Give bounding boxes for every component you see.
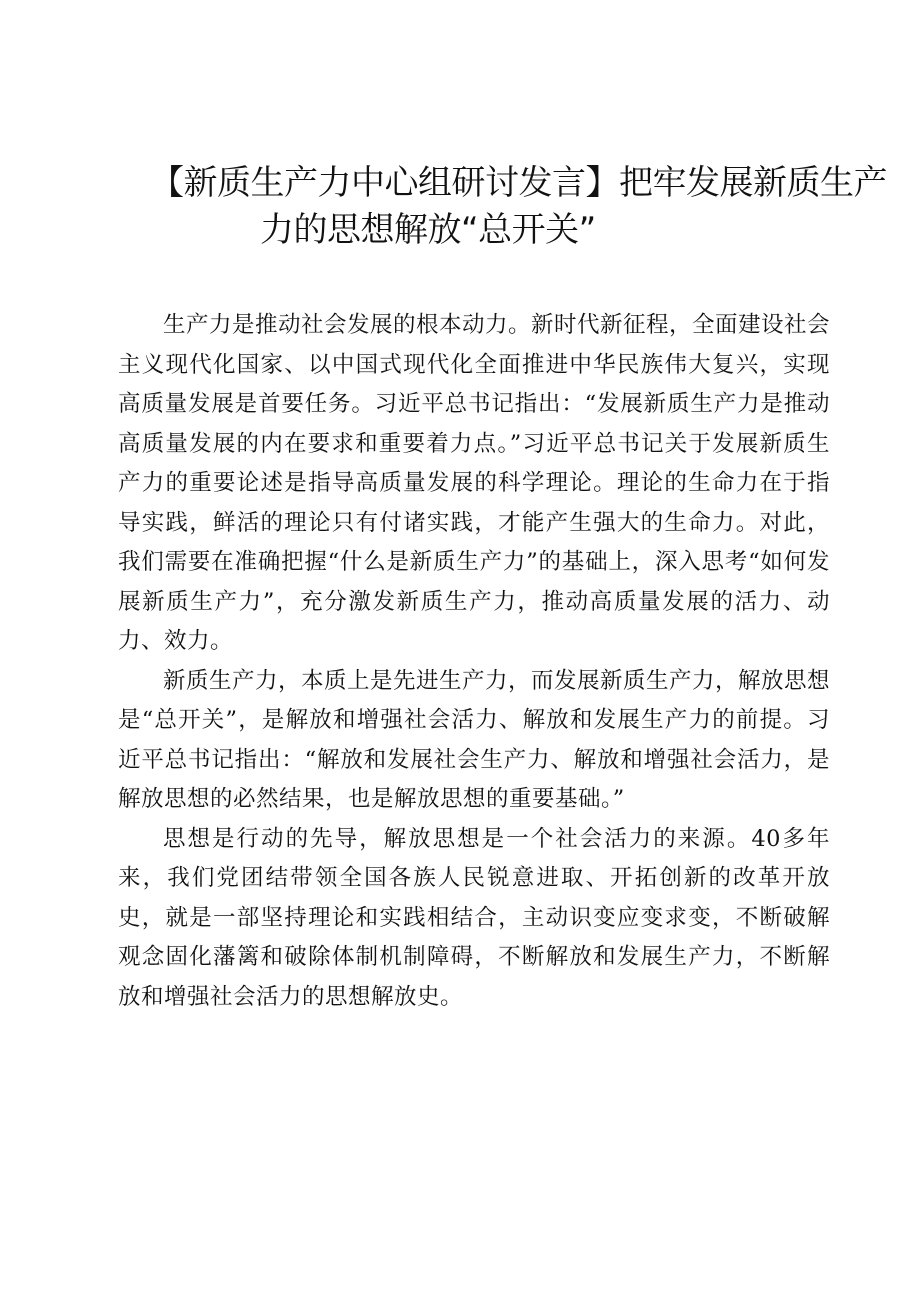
document-title — [150, 160, 887, 254]
title-line-2: 力的思想解放“总开关” — [260, 210, 596, 250]
document-body — [118, 306, 830, 1017]
paragraph-1: 生产力是推动社会发展的根本动力。新时代新征程，全面建设社会主义现代化国家、以中国式现代化全面推进中华民族伟大复兴，实现高质量发展是首要任务。习近平总书记指出：“发展新质生产力是推动高质量发展的内在要求和重要着力点。”习近平总书记关于发展新质生产力的重要论述是指导高质量发展的科学理论。理论的生命力在于指导实践，鲜活的理论只有付诸实践，才能产生强大的生命力。对此，我们需要在准确把握“什么是新质生产力”的基础上，深入思考“如何发展新质生产力”，充分激发新质生产力，推动高质量发展的活力、动力、效力。 — [118, 312, 831, 654]
title-line-1: 【新质生产力中心组研讨发言】把牢发展新质生产 — [150, 163, 887, 203]
paragraph-2: 新质生产力，本质上是先进生产力，而发展新质生产力，解放思想是“总开关”，是解放和增强社会活力、解放和发展生产力的前提。习近平总书记指出：“解放和发展社会生产力、解放和增强社会活力，是解放思想的必然结果，也是解放思想的重要基础。” — [118, 667, 831, 812]
paragraph-3: 思想是行动的先导，解放思想是一个社会活力的来源。40多年来，我们党团结带领全国各族人民锐意进取、开拓创新的改革开放史，就是一部坚持理论和实践相结合，主动识变应变求变，不断破解观念固化藩篱和破除体制机制障碍，不断解放和发展生产力，不断解放和增强社会活力的思想解放史。 — [118, 825, 830, 1010]
